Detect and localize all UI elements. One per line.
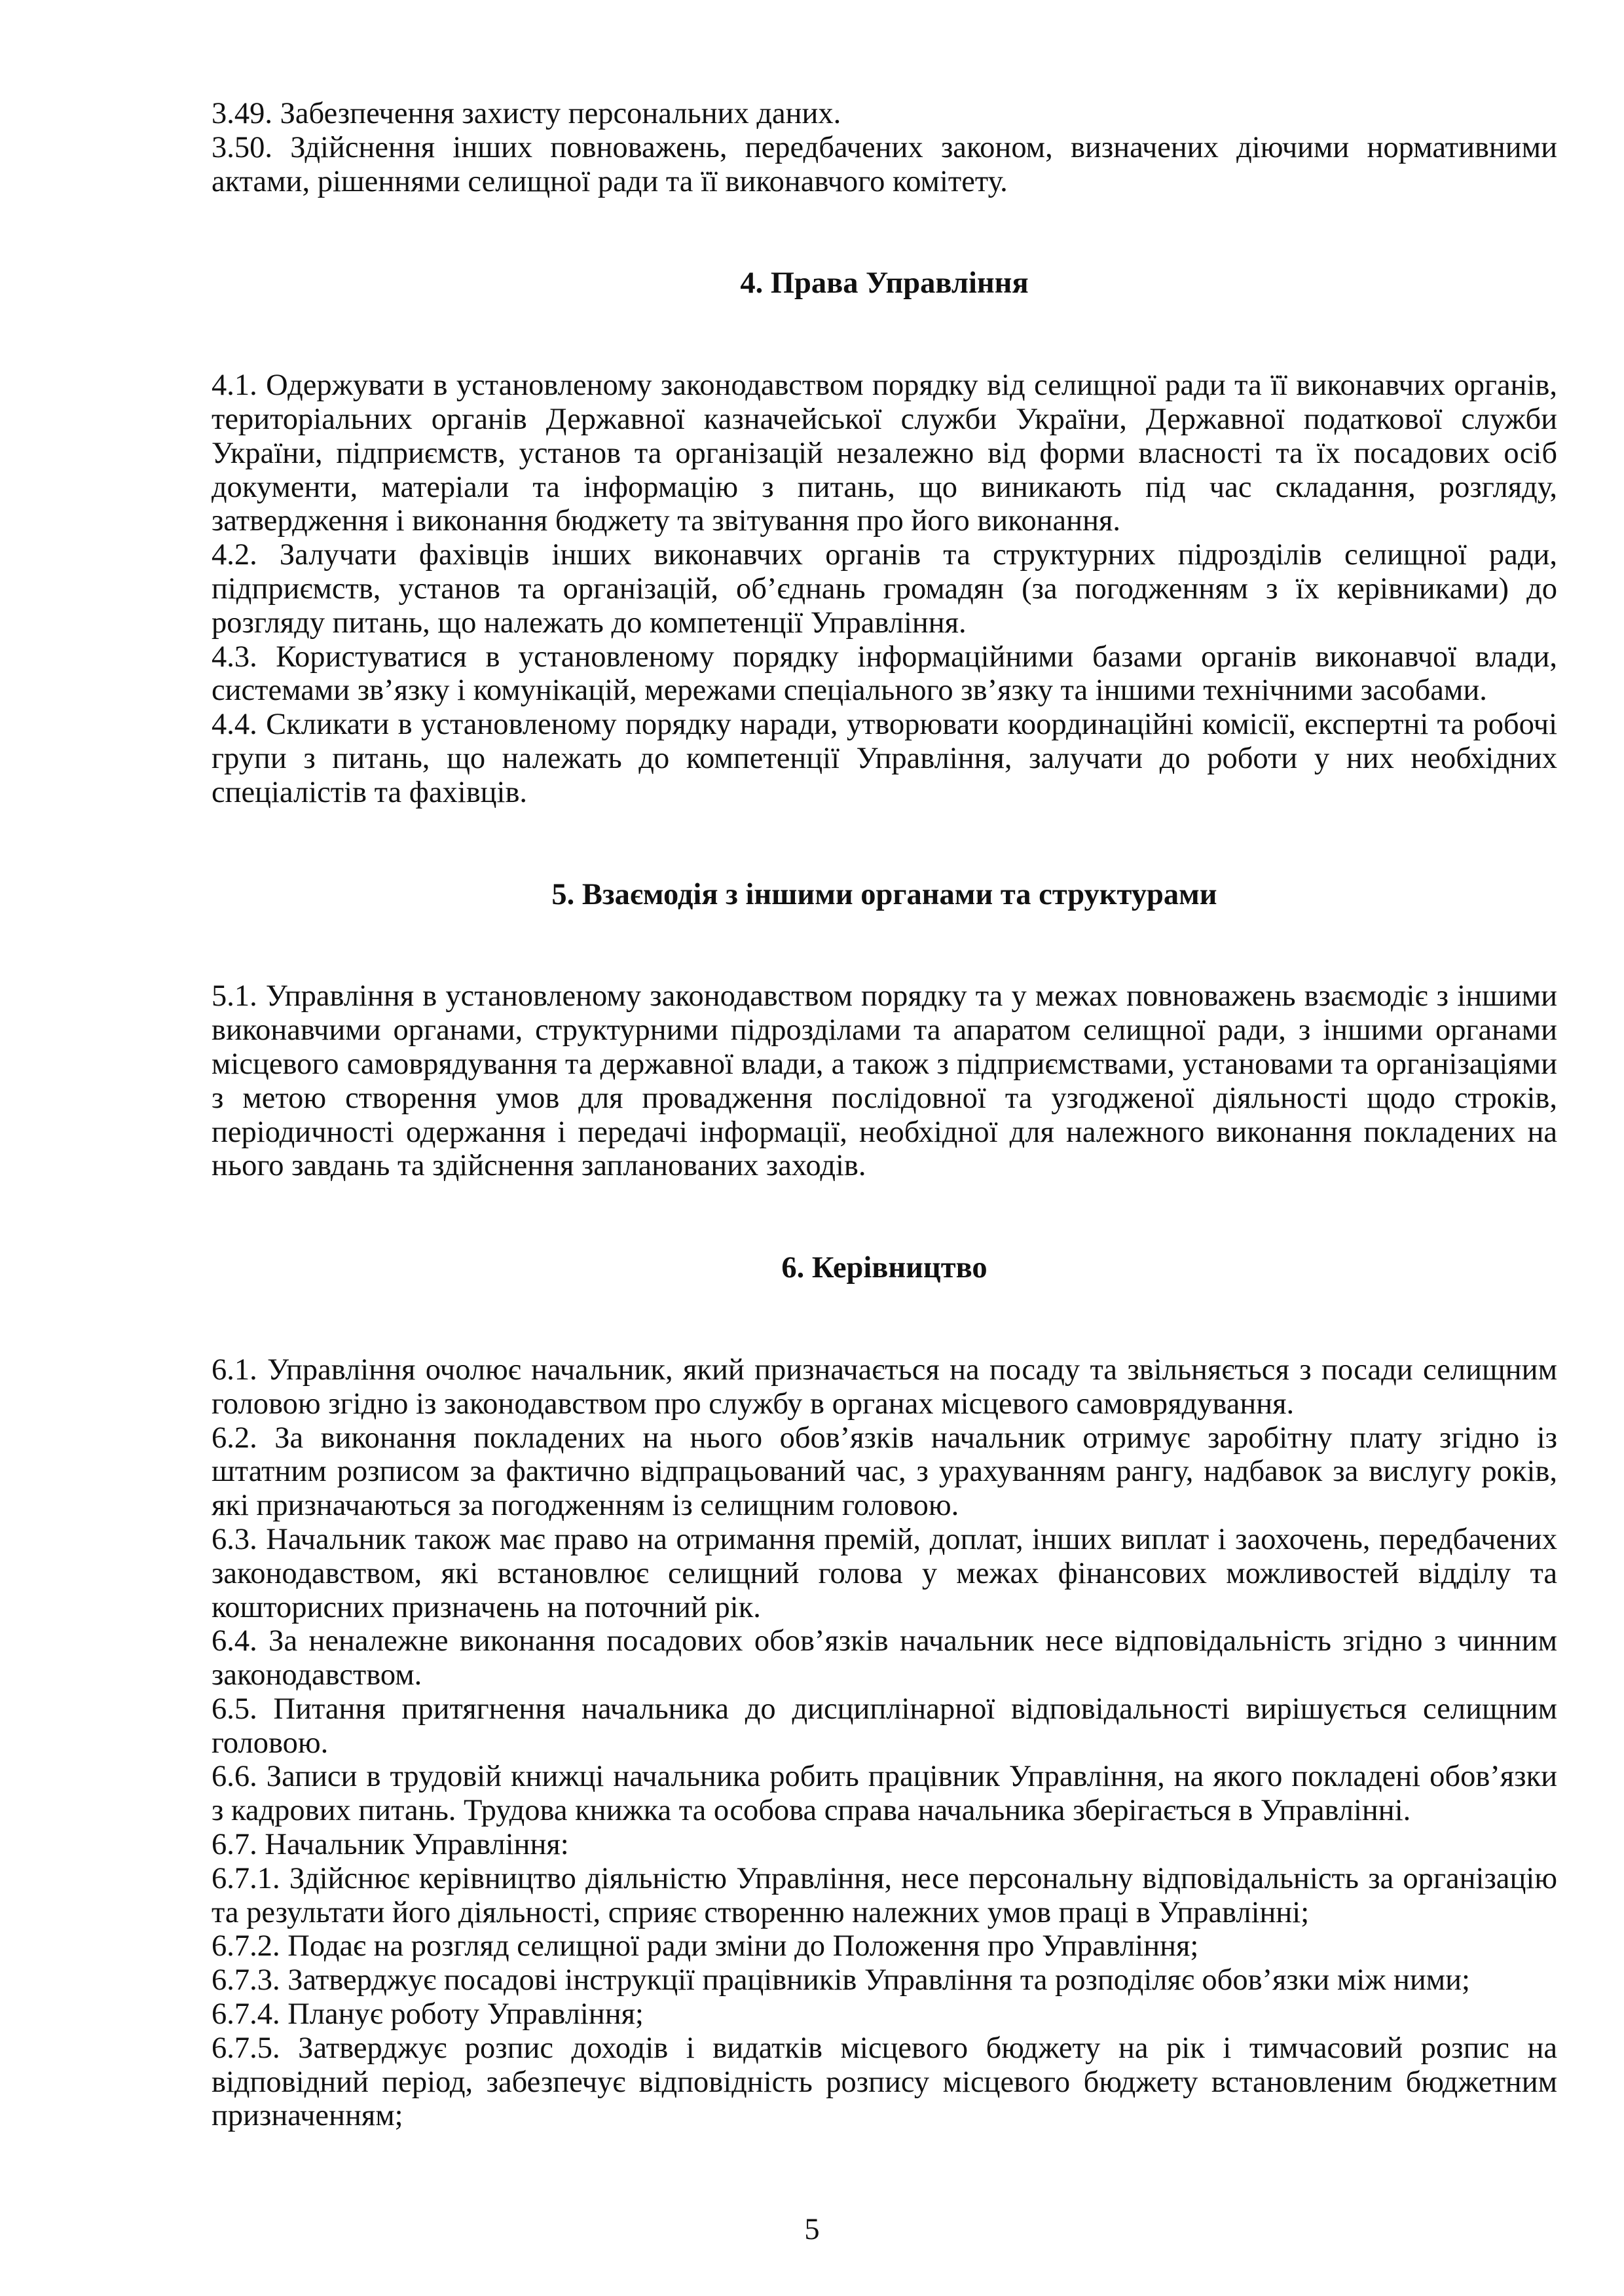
paragraph-6-7-4: 6.7.4. Планує роботу Управління;	[212, 1997, 644, 2032]
paragraph-3-49: 3.49. Забезпечення захисту персональних даних.	[212, 97, 841, 130]
paragraph-6-3: 6.3. Начальник також має право на отримання премій, доплат, інших виплат і заохочень, передбачених законодавством, які встановлює селищний голова у межах фінансових можливостей відділу та кошторисних призначень на поточний рік.	[212, 1522, 1557, 1624]
paragraph-4-3: 4.3. Користуватися в установленому порядку інформаційними базами органів виконавчої влади, системами зв’язку і комунікацій, мережами спеціального зв’язку та іншими технічними засобами.	[212, 640, 1557, 708]
section-4-title: 4. Права Управління	[740, 266, 1029, 301]
paragraph-6-7: 6.7. Начальник Управління:	[212, 1828, 569, 1862]
paragraph-5-1: 5.1. Управління в установленому законодавством порядку та у межах повноважень взаємодіє з іншими виконавчими органами, структурними підрозділами та апаратом селищної ради, з іншими органами місцевого самоврядування та державної влади, а також з підприємствами, установами та організаціями з метою створення умов для провадження послідовної та узгодженої діяльності щодо строків, періодичності одержання і передачі інформації, необхідної для належного виконання покладених на нього завдань та здійснення запланованих заходів.	[212, 979, 1557, 1183]
paragraph-4-1: 4.1. Одержувати в установленому законодавством порядку від селищної ради та її виконавчих органів, територіальних органів Державної казначейської служби України, Державної податкової служби України, підприємств, установ та організацій незалежно від форми власності та їх посадових осіб документи, матеріали та інформацію з питань, що виникають під час складання, розгляду, затвердження і виконання бюджету та звітування про його виконання.	[212, 369, 1557, 538]
paragraph-6-7-5: 6.7.5. Затверджує розпис доходів і видатків місцевого бюджету на рік і тимчасовий розпис на відповідний період, забезпечує відповідність розпису місцевого бюджету встановленим бюджетним призначенням;	[212, 2031, 1557, 2133]
paragraph-6-6: 6.6. Записи в трудовій книжці начальника робить працівник Управління, на якого покладені обов’язки з кадрових питань. Трудова книжка та особова справа начальника зберігається в Управлінні.	[212, 1760, 1557, 1828]
paragraph-6-1: 6.1. Управління очолює начальник, який призначається на посаду та звільняється з посади селищним головою згідно із законодавством про службу в органах місцевого самоврядування.	[212, 1353, 1557, 1421]
paragraph-6-7-2: 6.7.2. Подає на розгляд селищної ради зміни до Положення про Управління;	[212, 1929, 1199, 1963]
paragraph-6-7-3: 6.7.3. Затверджує посадові інструкції працівників Управління та розподіляє обов’язки між ними;	[212, 1963, 1470, 1997]
paragraph-6-7-1: 6.7.1. Здійснює керівництво діяльністю Управління, несе персональну відповідальність за організацію та результати його діяльності, сприяє створенню належних умов праці в Управлінні;	[212, 1861, 1557, 1929]
paragraph-6-5: 6.5. Питання притягнення начальника до дисциплінарної відповідальності вирішується селищним головою.	[212, 1692, 1557, 1760]
paragraph-4-2: 4.2. Залучати фахівців інших виконавчих органів та структурних підрозділів селищної ради, підприємств, установ та організацій, об’єднань громадян (за погодженням з їх керівниками) до розгляду питань, що належать до компетенції Управління.	[212, 538, 1557, 640]
paragraph-3-50: 3.50. Здійснення інших повноважень, передбачених законом, визначених діючими нормативними актами, рішеннями селищної ради та її виконавчого комітету.	[212, 130, 1557, 198]
document-page	[212, 97, 1557, 2133]
section-6-title: 6. Керівництво	[781, 1251, 987, 1285]
paragraph-6-2: 6.2. За виконання покладених на нього обов’язків начальник отримує заробітну плату згідно із штатним розписом за фактично відпрацьований час, з урахуванням рангу, надбавок за вислугу років, які призначаються за погодженням із селищним головою.	[212, 1421, 1557, 1523]
paragraph-6-4: 6.4. За неналежне виконання посадових обов’язків начальник несе відповідальність згідно з чинним законодавством.	[212, 1624, 1557, 1692]
page-number: 5	[804, 2213, 820, 2246]
section-5-title: 5. Взаємодія з іншими органами та структурами	[551, 877, 1217, 911]
paragraph-4-4: 4.4. Скликати в установленому порядку наради, утворювати координаційні комісії, експертні та робочі групи з питань, що належать до компетенції Управління, залучати до роботи у них необхідних спеціалістів та фахівців.	[212, 708, 1557, 809]
